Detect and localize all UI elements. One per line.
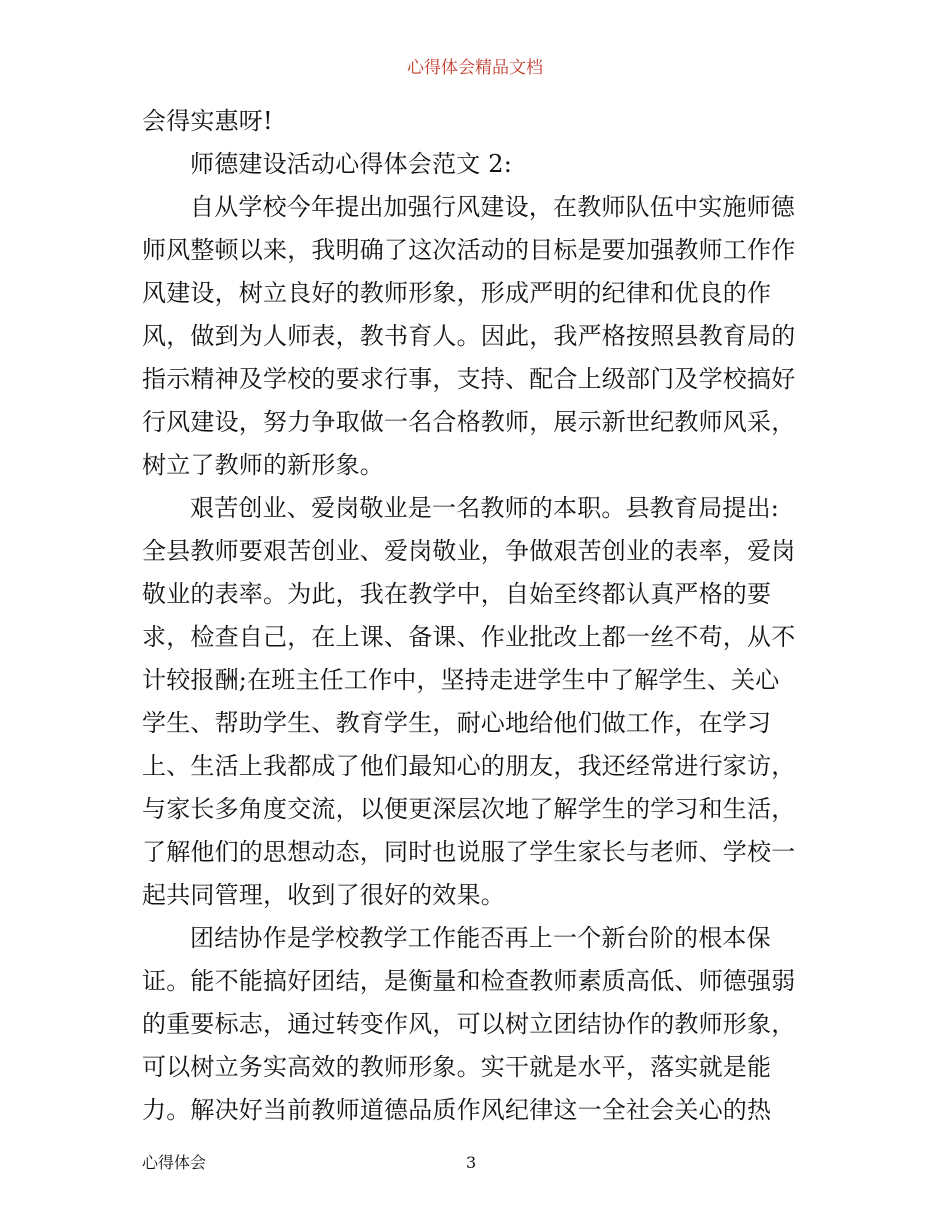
page-number: 3 [466,1153,477,1172]
body-text-line: 计较报酬;在班主任工作中，坚持走进学生中了解学生、关心 [142,666,780,694]
body-text-line: 树立了教师的新形象。 [142,451,384,479]
body-text-line: 与家长多角度交流，以便更深层次地了解学生的学习和生活， [142,795,796,823]
body-text-line: 求，检查自己，在上课、备课、作业批改上都一丝不苟，从不 [142,623,796,651]
body-text-line: 上、生活上我都成了他们最知心的朋友，我还经常进行家访， [142,752,796,780]
body-text-line: 自从学校今年提出加强行风建设，在教师队伍中实施师德 [190,193,795,221]
body-text-line: 可以树立务实高效的教师形象。实干就是水平，落实就是能 [142,1053,772,1081]
body-text-line: 团结协作是学校教学工作能否再上一个新台阶的根本保 [190,924,771,952]
body-text-line: 师德建设活动心得体会范文 2: [190,150,512,178]
body-text-line: 风，做到为人师表，教书育人。因此，我严格按照县教育局的 [142,322,796,350]
body-text-line: 的重要标志，通过转变作风，可以树立团结协作的教师形象， [142,1010,796,1038]
body-text-line: 艰苦创业、爱岗敬业是一名教师的本职。县教育局提出: [190,494,780,522]
body-text-line: 了解他们的思想动态，同时也说服了学生家长与老师、学校一 [142,838,796,866]
body-text-line: 敬业的表率。为此，我在教学中，自始至终都认真严格的要 [142,580,772,608]
document-header-title: 心得体会精品文档 [407,58,543,78]
body-text-line: 起共同管理，收到了很好的效果。 [142,881,505,909]
body-text-line: 会得实惠呀! [142,107,273,135]
body-text-line: 师风整顿以来，我明确了这次活动的目标是要加强教师工作作 [142,236,796,264]
body-text-line: 行风建设，努力争取做一名合格教师，展示新世纪教师风采， [142,408,796,436]
document-body [142,100,814,1132]
body-text-line: 学生、帮助学生、教育学生，耐心地给他们做工作，在学习 [142,709,772,737]
body-text-line: 力。解决好当前教师道德品质作风纪律这一全社会关心的热 [142,1096,772,1124]
body-text-line: 指示精神及学校的要求行事，支持、配合上级部门及学校搞好 [142,365,796,393]
footer-label: 心得体会 [142,1153,207,1172]
body-text-line: 证。能不能搞好团结，是衡量和检查教师素质高低、师德强弱 [142,967,796,995]
body-text-line: 风建设，树立良好的教师形象，形成严明的纪律和优良的作 [142,279,772,307]
body-text-line: 全县教师要艰苦创业、爱岗敬业，争做艰苦创业的表率，爱岗 [142,537,796,565]
